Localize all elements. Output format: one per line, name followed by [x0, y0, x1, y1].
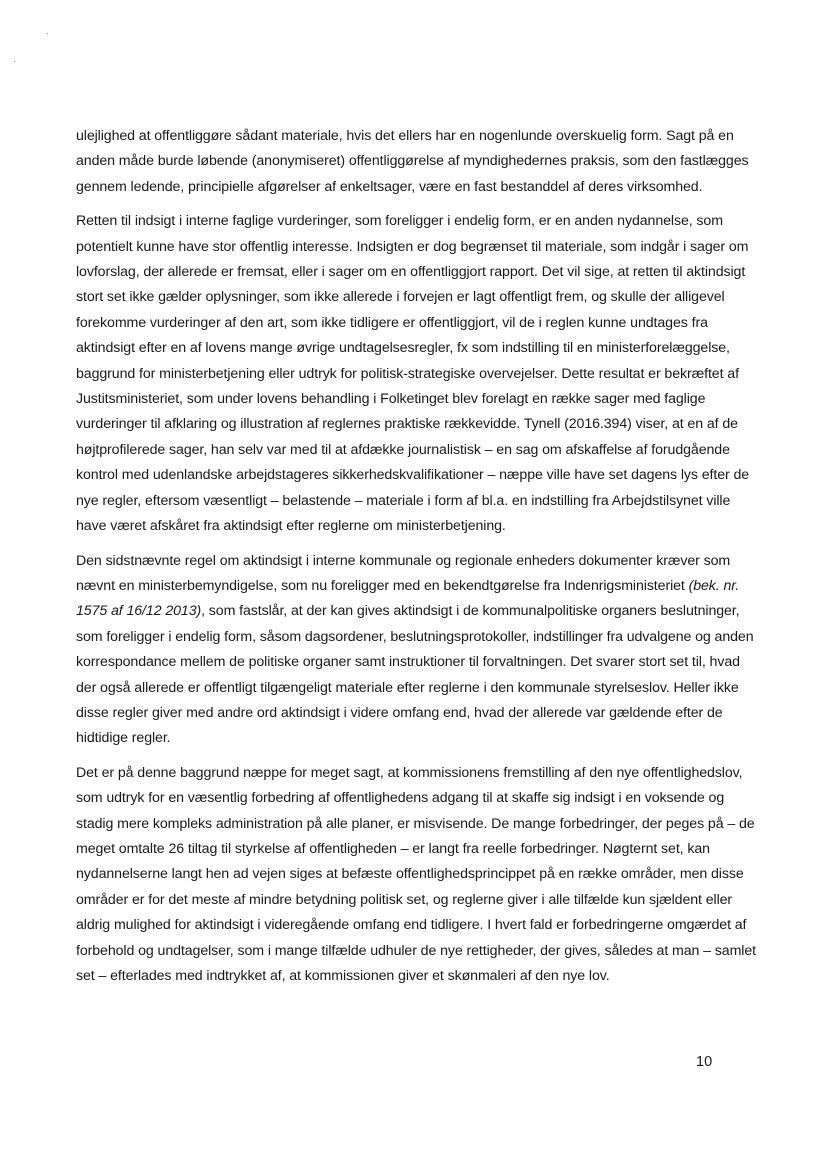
paragraph-3-start: Den sidstnævnte regel om aktindsigt i interne kommunale og regionale enheders dokumenter kræver som nævnt en ministerbemyndigelse, som nu foreligger med en bekendtgørelse fra Indenrigsministeriet	[76, 552, 731, 594]
paragraph-3	[76, 549, 756, 752]
document-body	[76, 124, 756, 998]
scan-speck	[47, 33, 48, 34]
paragraph-4: Det er på denne baggrund næppe for meget sagt, at kommissionens fremstilling af den nye offentlighedslov, som udtryk for en væsentlig forbedring af offentlighedens adgang til at skaffe sig indsigt i en voksende og stadig mere kompleks administration på alle planer, er misvisende. De mange forbedringer, der peges på – de meget omtalte 26 tiltag til styrkelse af offentligheden – er langt fra reelle forbedringer. Nøgternt set, kan nydannelserne langt hen ad vejen siges at befæste offentlighedsprincippet på en række områder, men disse områder er for det meste af mindre betydning politisk set, og reglerne giver i alle tilfælde kun sjældent eller aldrig mulighed for aktindsigt i videregående omfang end tidligere. I hvert fald er forbedringerne omgærdet af forbehold og undtagelser, som i mange tilfælde udhuler de nye rettigheder, der gives, således at man – samlet set – efterlades med indtrykket af, at kommissionen giver et skønmaleri af den nye lov.	[76, 764, 756, 984]
paragraph-3-end: , som fastslår, at der kan gives aktindsigt i de kommunalpolitiske organers beslutninger, som foreligger i endelig form, såsom dagsordener, beslutningsprotokoller, indstillinger fra udvalgene og anden korrespondance mellem de politiske organer samt instruktioner til forvaltningen. Det svarer stort set til, hvad der også allerede er offentligt tilgængeligt materiale efter reglerne i den kommunale styrelseslov. Heller ikke disse regler giver med andre ord aktindsigt i videre omfang end, hvad der allerede var gældende efter de hidtidige regler.	[76, 603, 754, 747]
paragraph-2: Retten til indsigt i interne faglige vurderinger, som foreligger i endelig form, er en anden nydannelse, som potentielt kunne have stor offentlig interesse. Indsigten er dog begrænset til materiale, som indgår i sager om lovforslag, der allerede er fremsat, eller i sager om en offentliggjort rapport. Det vil sige, at retten til aktindsigt stort set ikke gælder oplysninger, som ikke allerede i forvejen er lagt offentligt frem, og skulle der alligevel forekomme vurderinger af den art, som ikke tidligere er offentliggjort, vil de i reglen kunne undtages fra aktindsigt efter en af lovens mange øvrige undtagelsesregler, fx som indstilling til en ministerforelæggelse, baggrund for ministerbetjening eller udtryk for politisk-strategiske overvejelser. Dette resultat er bekræftet af Justitsministeriet, som under lovens behandling i Folketinget blev forelagt en række sager med faglige vurderinger til afklaring og illustration af reglernes praktiske rækkevidde. Tynell (2016.394) viser, at en af de højtprofilerede sager, han selv var med til at afdække journalistisk – en sag om afskaffelse af forudgående kontrol med udenlandske arbejdstageres sikkerhedskvalifikationer – næppe ville have set dagens lys efter de nye regler, eftersom væsentligt – belastende – materiale i form af bl.a. en indstilling fra Arbejdstilsynet ville have været afskåret fra aktindsigt efter reglerne om ministerbetjening.	[76, 213, 750, 535]
page-number: 10	[696, 1054, 713, 1070]
legal-citation: (bek. nr. 1575 af 16/12 2013)	[76, 577, 740, 620]
scan-speck	[14, 61, 15, 62]
paragraph-1: ulejlighed at offentliggøre sådant materiale, hvis det ellers har en nogenlunde overskuelig form. Sagt på en anden måde burde løbende (anonymiseret) offentliggørelse af myndighedernes praksis, som den fastlægges gennem ledende, principielle afgørelser af enkeltsager, være en fast bestanddel af deres virksomhed.	[76, 128, 749, 195]
